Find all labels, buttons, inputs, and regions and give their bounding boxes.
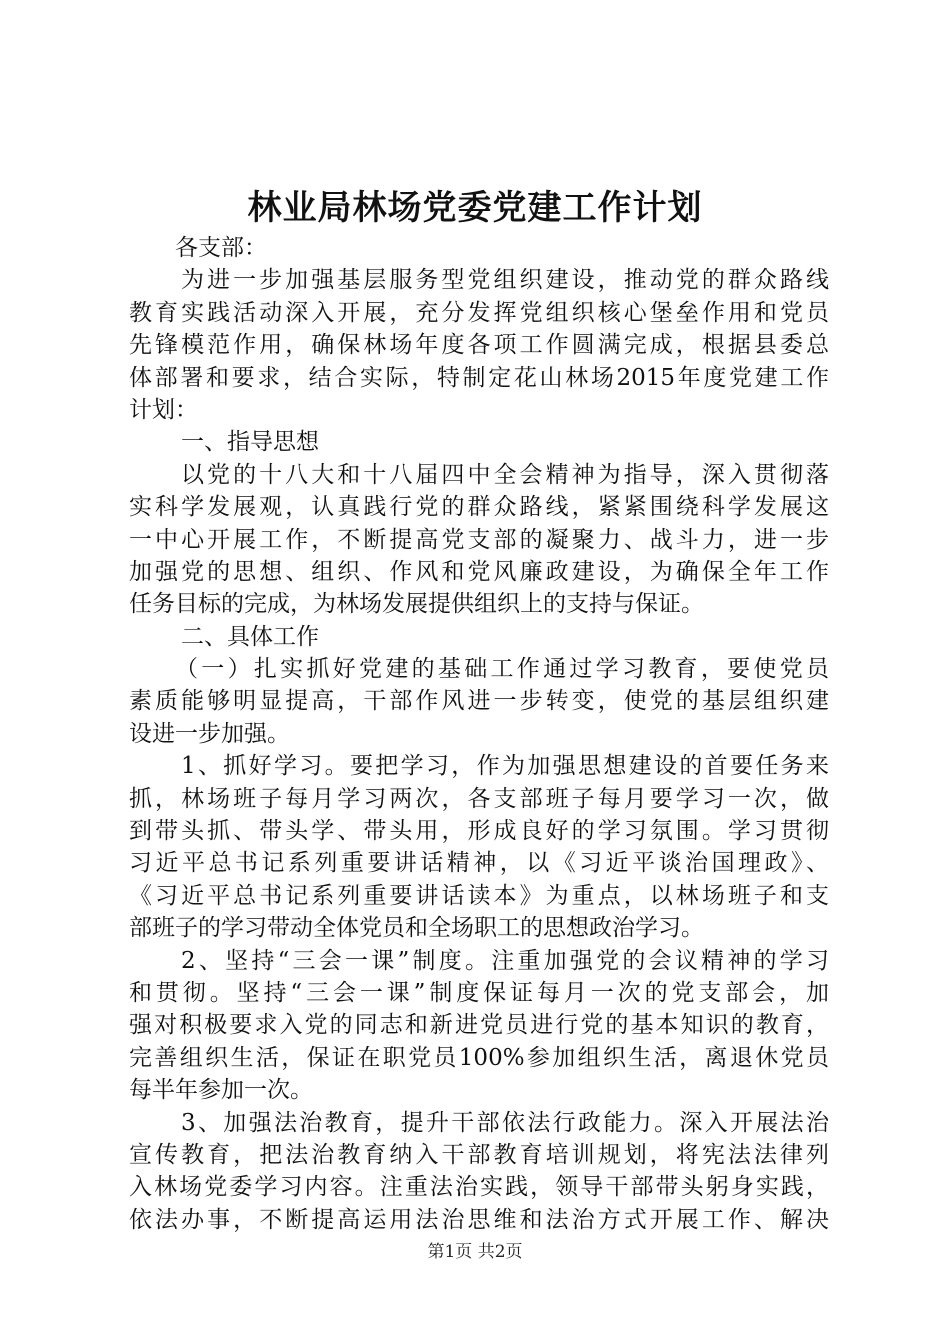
paragraph-line: 任务目标的完成，为林场发展提供组织上的支持与保证。: [129, 591, 704, 618]
paragraph-line: 一中心开展工作，不断提高党支部的凝聚力、战斗力，进一步: [129, 526, 829, 553]
paragraph-line: 实科学发展观，认真践行党的群众路线，紧紧围绕科学发展这: [129, 494, 829, 521]
paragraph-line: 素质能够明显提高，干部作风进一步转变，使党的基层组织建: [129, 688, 829, 715]
paragraph-line: 计划：: [129, 396, 198, 423]
document-title: 林业局林场党委党建工作计划: [247, 188, 703, 228]
paragraph-line: 入林场党委学习内容。注重法治实践，领导干部带头躬身实践，: [129, 1174, 829, 1201]
paragraph-line: 强对积极要求入党的同志和新进党员进行党的基本知识的教育，: [129, 1012, 829, 1039]
paragraph-line: 习近平总书记系列重要讲话精神，以《习近平谈治国理政》、: [129, 850, 829, 877]
paragraph-line: 以党的十八大和十八届四中全会精神为指导，深入贯彻落: [181, 461, 829, 488]
paragraph-line: 加强党的思想、组织、作风和党风廉政建设，为确保全年工作: [129, 558, 829, 585]
paragraph-line: 《习近平总书记系列重要讲话读本》为重点，以林场班子和支: [129, 882, 829, 909]
paragraph-line: 完善组织生活，保证在职党员100%参加组织生活，离退休党员: [129, 1044, 829, 1071]
section-heading: 二、具体工作: [181, 623, 319, 650]
page-number-footer: 第1页 共2页: [427, 1242, 523, 1262]
paragraph-line: 先锋模范作用，确保林场年度各项工作圆满完成，根据县委总: [129, 332, 829, 359]
paragraph-line: 为进一步加强基层服务型党组织建设，推动党的群众路线: [181, 267, 829, 294]
paragraph-line: 1、抓好学习。要把学习，作为加强思想建设的首要任务来: [181, 753, 829, 780]
paragraph-line: （一）扎实抓好党建的基础工作通过学习教育，要使党员: [175, 656, 829, 683]
paragraph-line: 2、坚持“三会一课”制度。注重加强党的会议精神的学习: [181, 947, 829, 974]
paragraph-line: 3、加强法治教育，提升干部依法行政能力。深入开展法治: [181, 1109, 829, 1136]
paragraph-line: 设进一步加强。: [129, 720, 290, 747]
paragraph-line: 教育实践活动深入开展，充分发挥党组织核心堡垒作用和党员: [129, 299, 829, 326]
paragraph-line: 体部署和要求，结合实际，特制定花山林场2015年度党建工作: [129, 364, 829, 391]
paragraph-line: 依法办事，不断提高运用法治思维和法治方式开展工作、解决: [129, 1206, 829, 1233]
document-body: [129, 232, 829, 1236]
paragraph-line: 宣传教育，把法治教育纳入干部教育培训规划，将宪法法律列: [129, 1141, 829, 1168]
section-heading: 一、指导思想: [181, 429, 319, 456]
paragraph-line: 每半年参加一次。: [129, 1077, 313, 1104]
paragraph-line: 和贯彻。坚持“三会一课”制度保证每月一次的党支部会，加: [129, 979, 829, 1006]
paragraph-line: 各支部：: [175, 235, 267, 261]
paragraph-line: 到带头抓、带头学、带头用，形成良好的学习氛围。学习贯彻: [129, 818, 829, 845]
paragraph-line: 抓，林场班子每月学习两次，各支部班子每月要学习一次，做: [129, 785, 829, 812]
paragraph-line: 部班子的学习带动全体党员和全场职工的思想政治学习。: [129, 915, 704, 942]
